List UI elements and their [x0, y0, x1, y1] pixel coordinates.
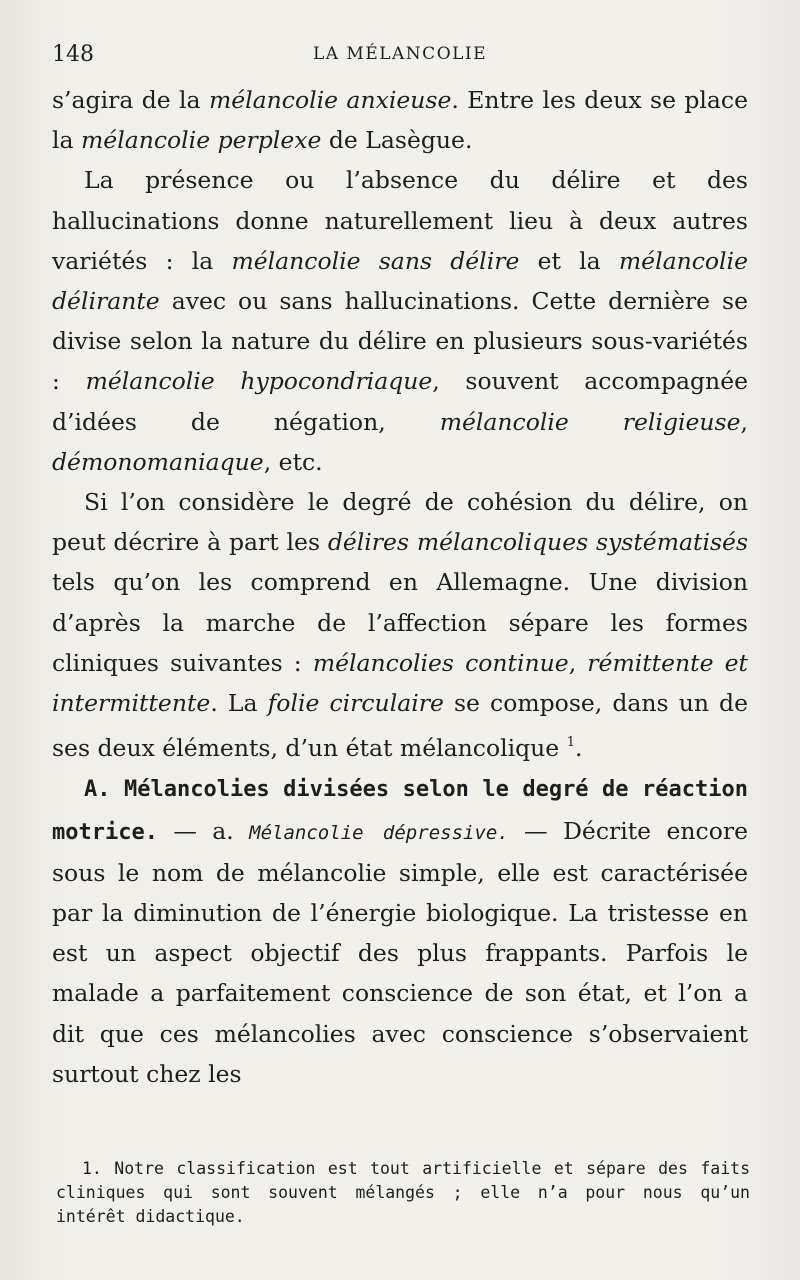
text-run: , etc. — [263, 447, 323, 476]
footnote — [56, 1157, 750, 1229]
text-run: s’agira de la — [52, 86, 209, 114]
text-run: — a. — [157, 816, 250, 845]
text-run: — — [508, 816, 564, 845]
italic-term: mélancolie délirante — [52, 246, 748, 316]
text-run: . — [574, 734, 583, 763]
text-run: de Lasègue. — [321, 126, 473, 155]
section-heading: A. Mélancolies divisées selon le degré de réaction motrice. — [52, 777, 748, 845]
footnote-reference: 1 — [566, 735, 575, 751]
text-run: et la — [519, 246, 619, 275]
italic-term: mélancolie perplexe — [81, 126, 322, 155]
italic-term: délires mélancoliques systématisés — [327, 528, 748, 557]
text-run: se compose, dans un de ses deux éléments, d’un état mélancolique — [52, 689, 749, 763]
text-run: , — [568, 648, 588, 677]
italic-term: démonomaniaque — [52, 447, 264, 476]
italic-term: mélancolies continue — [312, 648, 569, 677]
subsection-heading: Mélancolie dépressive. — [249, 821, 509, 844]
italic-term: mélancolie sans délire — [231, 246, 520, 275]
text-run: , — [740, 407, 749, 436]
italic-term: folie circulaire — [267, 689, 444, 718]
text-run: tels qu’on les comprend en Allemagne. Une division d’après la marche de l’affection sépare les formes cliniques suivantes : — [52, 568, 748, 677]
italic-term: mélancolie hypocondriaque — [85, 367, 433, 396]
text-run: , souvent accompagnée d’idées de négation, — [52, 367, 749, 436]
italic-term: mélancolie anxieuse — [208, 86, 452, 114]
paragraph-section-a — [52, 768, 748, 1094]
italic-term: rémittente et intermittente — [52, 648, 748, 718]
page-header — [52, 38, 748, 80]
text-run: Décrite encore sous le nom de mélancolie simple, elle est caractérisée par la diminution de l’énergie biologique. La tristesse en est un aspect objectif des plus frappants. Parfois le malade a parfaitement conscience de son état, et l’on a dit que ces mélancolies avec conscience s’observaient surtout chez les — [52, 816, 748, 1088]
italic-term: mélancolie religieuse — [439, 407, 741, 436]
page-number: 148 — [52, 42, 94, 67]
footnote-text: 1. Notre classification est tout artificielle et sépare des faits cliniques qui sont souvent mélangés ; elle n’a pour nous qu’un intérêt didactique. — [56, 1159, 750, 1226]
text-run: . La — [210, 689, 268, 718]
paragraph-cohesion — [52, 482, 748, 768]
text-run: La présence ou l’absence du délire et des hallucinations donne naturellement lieu à deux autres variétés : la — [52, 166, 748, 275]
paragraph-continuation — [52, 80, 748, 160]
running-head: LA MÉLANCOLIE — [312, 44, 488, 64]
text-run: Si l’on considère le degré de cohésion du délire, on peut décrire à part les — [52, 488, 748, 557]
paragraph-varieties — [52, 160, 748, 482]
body-text — [52, 80, 748, 1094]
text-run: . Entre les deux se place la — [52, 86, 749, 155]
text-run: avec ou sans hallucinations. Cette dernière se divise selon la nature du délire en plusieurs sous-variétés : — [52, 287, 748, 396]
